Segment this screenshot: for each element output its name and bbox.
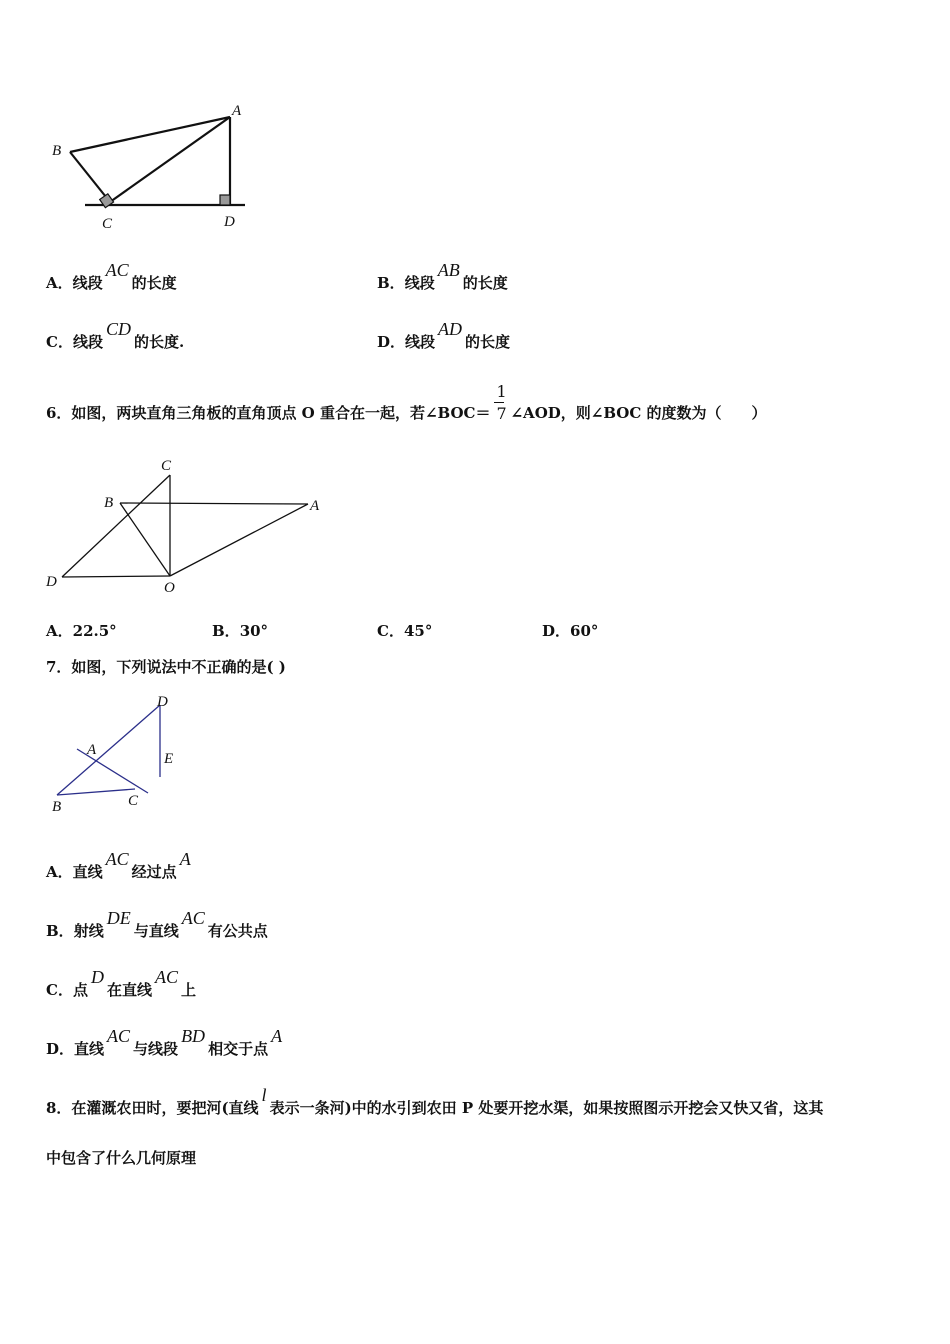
q5-label-c: C: [102, 216, 113, 232]
q8-line-1: 8．在灌溉农田时，要把河(直线l表示一条河)中的水引到农田 P 处要开挖水渠，如果按照图示开挖会又快又省，这其: [46, 1085, 824, 1117]
q7-label-c: C: [128, 793, 139, 809]
q7-option-b: B．射线DE与直线AC有公共点: [46, 908, 268, 940]
q6-fraction: $\frac{1}{7}$: [496, 382, 507, 423]
q5-option-b: B．线段AB的长度: [377, 260, 508, 292]
q6-option-c: C．45°: [377, 622, 433, 640]
q7-label-b: B: [52, 799, 62, 815]
q5-option-a: A．线段AC的长度: [46, 260, 177, 292]
q7-label-d: D: [157, 694, 168, 710]
q5-label-b: B: [52, 143, 62, 159]
q7-option-a: A．直线AC经过点A: [46, 849, 191, 881]
q7-option-c: C．点D在直线AC上: [46, 967, 197, 999]
q5-option-d: D．线段AD的长度: [377, 319, 511, 351]
q8-line-2: 中包含了什么几何原理: [46, 1149, 197, 1167]
q6-label-a: A: [310, 498, 320, 514]
q6-option-d: D．60°: [542, 622, 599, 640]
q5-label-d: D: [224, 214, 235, 230]
q7-option-d: D．直线AC与线段BD相交于点A: [46, 1026, 283, 1058]
q6-label-d: D: [46, 574, 57, 590]
q7-label-a: A: [87, 742, 97, 758]
q5-option-c: C．线段CD的长度.: [46, 319, 185, 351]
q7-label-e: E: [164, 751, 174, 767]
q6-option-b: B．30°: [212, 622, 269, 640]
q7-stem: 7．如图，下列说法中不正确的是( ): [46, 658, 286, 676]
q6-label-b: B: [104, 495, 114, 511]
q5-label-a: A: [232, 103, 242, 119]
q6-figure: [40, 455, 340, 595]
q6-label-o: O: [164, 580, 175, 596]
q5-figure: [40, 95, 300, 235]
q6-option-a: A．22.5°: [46, 622, 117, 640]
q7-figure: [40, 690, 200, 820]
q6-stem: 6．如图，两块直角三角板的直角顶点 O 重合在一起，若∠BOC＝ $\frac{1}{7}$ ∠AOD，则∠BOC 的度数为（ ）: [46, 382, 767, 423]
q6-label-c: C: [161, 458, 172, 474]
